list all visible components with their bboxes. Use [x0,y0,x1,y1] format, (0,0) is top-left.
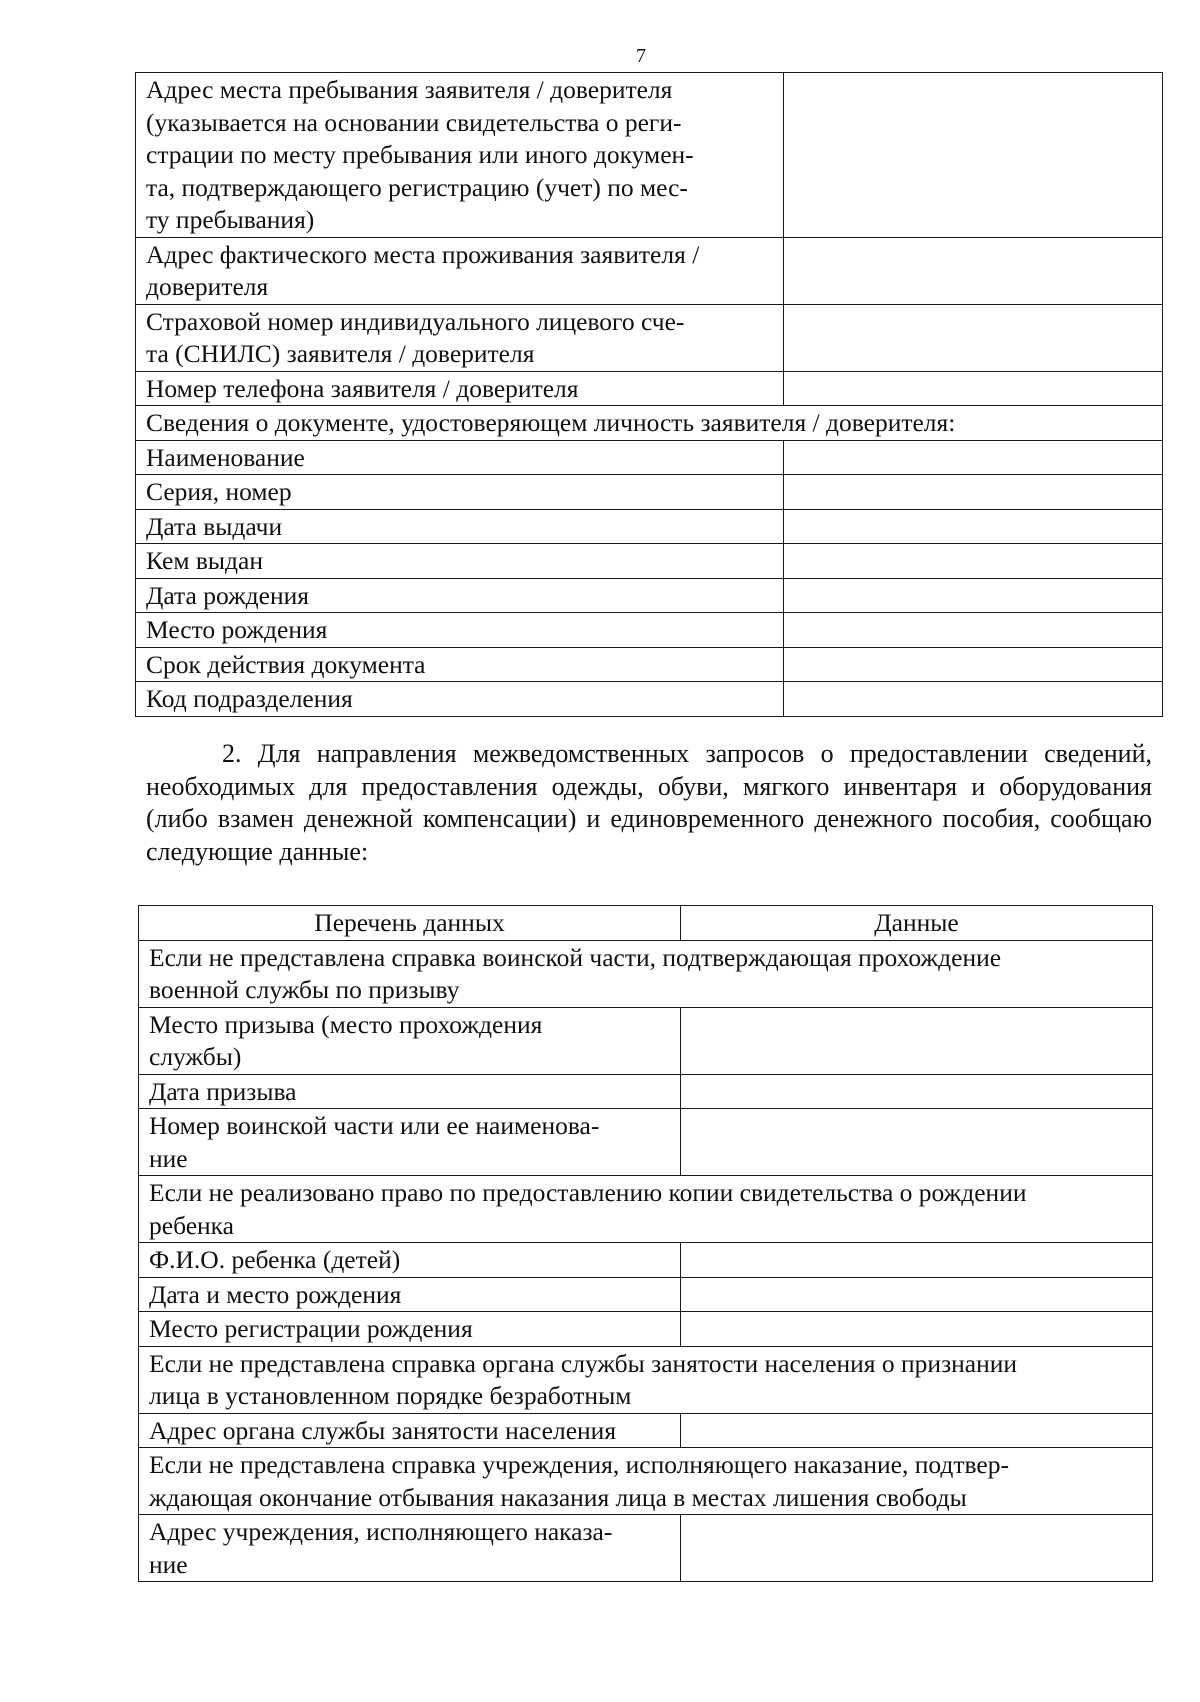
section-heading: Если не представлена справка органа службы занятости населения о признании лица в установленном порядке безработным [139,1346,1153,1413]
row-value-cell[interactable] [784,237,1163,304]
row-value-cell[interactable] [681,1515,1153,1582]
table-row [139,1074,1153,1109]
table-row [136,304,1163,371]
section-heading: Если не представлена справка учреждения, исполняющего наказание, подтвер- ждающая окончание отбывания наказания лица в местах лишения свободы [139,1448,1153,1515]
section-heading: Если не реализовано право по предоставлению копии свидетельства о рождении ребенка [139,1176,1153,1243]
row-label: Дата рождения [136,578,784,613]
interagency-data-table [138,905,1153,1582]
row-value-cell[interactable] [784,544,1163,579]
row-value-cell[interactable] [784,73,1163,238]
row-label: Кем выдан [136,544,784,579]
row-label: Место рождения [136,613,784,648]
table-row [136,237,1163,304]
row-value-cell[interactable] [681,1007,1153,1074]
row-label: Дата выдачи [136,509,784,544]
row-value-cell[interactable] [784,578,1163,613]
applicant-info-table [135,72,1163,717]
row-value-cell[interactable] [784,647,1163,682]
row-value-cell[interactable] [681,1243,1153,1278]
row-value-cell[interactable] [681,1277,1153,1312]
row-value-cell[interactable] [784,475,1163,510]
row-label: Адрес органа службы занятости населения [139,1413,681,1448]
row-value-cell[interactable] [784,613,1163,648]
row-value-cell[interactable] [784,440,1163,475]
table-section-row [139,940,1153,1007]
row-value-cell[interactable] [681,1413,1153,1448]
table-row [139,1243,1153,1278]
row-label: Дата призыва [139,1074,681,1109]
table-row [136,440,1163,475]
table-section-row [139,1448,1153,1515]
table-row [136,509,1163,544]
page-number: 7 [636,45,646,67]
column-header-data-list: Перечень данных [139,906,681,941]
row-label: Серия, номер [136,475,784,510]
table-row [139,1109,1153,1176]
table-row [139,1277,1153,1312]
table-row [139,1312,1153,1347]
row-value-cell[interactable] [681,1109,1153,1176]
row-label: Место призыва (место прохождения службы) [139,1007,681,1074]
row-label: Номер телефона заявителя / доверителя [136,371,784,406]
row-label: Адрес фактического места проживания заявителя / доверителя [136,237,784,304]
row-value-cell[interactable] [784,304,1163,371]
section-heading: Сведения о документе, удостоверяющем личность заявителя / доверителя: [136,406,1163,441]
row-label: Срок действия документа [136,647,784,682]
row-value-cell[interactable] [681,1312,1153,1347]
table-section-row [139,1176,1153,1243]
row-label: Дата и место рождения [139,1277,681,1312]
table-row [136,544,1163,579]
table-row [136,371,1163,406]
row-label: Наименование [136,440,784,475]
row-label: Ф.И.О. ребенка (детей) [139,1243,681,1278]
row-value-cell[interactable] [784,509,1163,544]
table-section-row [139,1346,1153,1413]
table-row [136,475,1163,510]
table-row [139,1007,1153,1074]
table-row [139,1515,1153,1582]
table-row [136,578,1163,613]
table-row [136,613,1163,648]
row-label: Номер воинской части или ее наименова- ние [139,1109,681,1176]
section-heading: Если не представлена справка воинской части, подтверждающая прохождение военной службы по призыву [139,940,1153,1007]
row-label: Адрес учреждения, исполняющего наказа- ние [139,1515,681,1582]
intro-paragraph: 2. Для направления межведомственных запросов о предоставлении сведений, необходимых для предоставления одежды, обуви, мягкого инвентаря и оборудования (либо взамен денежной компенсации) и единовременного денежного пособия, сообщаю следующие данные: [146,739,1152,866]
table-row [136,682,1163,717]
table-row [136,647,1163,682]
row-value-cell[interactable] [681,1074,1153,1109]
row-value-cell[interactable] [784,682,1163,717]
row-value-cell[interactable] [784,371,1163,406]
row-label: Адрес места пребывания заявителя / доверителя (указывается на основании свидетельства о реги- страции по месту пребывания или иного докумен- та, подтверждающего регистрацию (учет) по мес- ту пребывания) [136,73,784,238]
row-label: Место регистрации рождения [139,1312,681,1347]
row-label: Код подразделения [136,682,784,717]
table-header-row [139,906,1153,941]
column-header-data: Данные [681,906,1153,941]
table-section-row [136,406,1163,441]
row-label: Страховой номер индивидуального лицевого сче- та (СНИЛС) заявителя / доверителя [136,304,784,371]
table-row [136,73,1163,238]
table-row [139,1413,1153,1448]
